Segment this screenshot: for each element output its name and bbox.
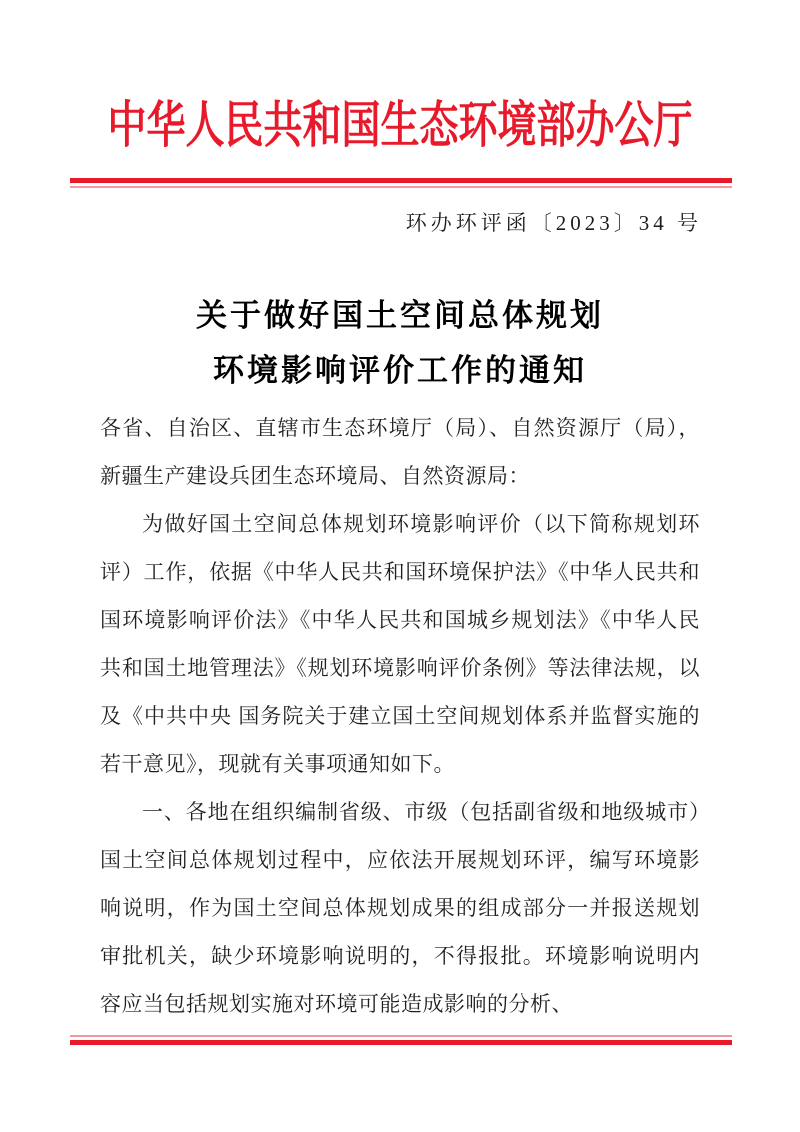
footer-separator-thick-line	[70, 1040, 732, 1045]
document-title	[0, 288, 800, 398]
footer-separator-thin-line	[70, 1035, 732, 1037]
salutation: 各省、自治区、直辖市生态环境厅（局）、自然资源厅（局），新疆生产建设兵团生态环境局、自然资源局：	[100, 416, 700, 488]
paragraph-preamble: 为做好国土空间总体规划环境影响评价（以下简称规划环评）工作，依据《中华人民共和国环境保护法》《中华人民共和国环境影响评价法》《中华人民共和国城乡规划法》《中华人民共和国土地管理法》《规划环境影响评价条例》等法律法规，以及《中共中央 国务院关于建立国土空间规划体系并监督实施的若干意见》，现就有关事项通知如下。	[100, 512, 700, 776]
paragraph-item-one: 一、各地在组织编制省级、市级（包括副省级和地级城市）国土空间总体规划过程中，应依法开展规划环评，编写环境影响说明，作为国土空间总体规划成果的组成部分一并报送规划审批机关，缺少环境影响说明的，不得报批。环境影响说明内容应当包括规划实施对环境可能造成影响的分析、	[100, 800, 700, 1016]
document-title-line2: 环境影响评价工作的通知	[213, 353, 587, 388]
header-separator-thin-line	[70, 186, 732, 188]
document-number: 环办环评函〔2023〕34 号	[405, 211, 702, 235]
letterhead-title: 中华人民共和国生态环境部办公厅	[107, 97, 693, 153]
document-title-line1: 关于做好国土空间总体规划	[196, 298, 604, 333]
document-body	[100, 404, 700, 1030]
header-separator-thick-line	[70, 178, 732, 183]
